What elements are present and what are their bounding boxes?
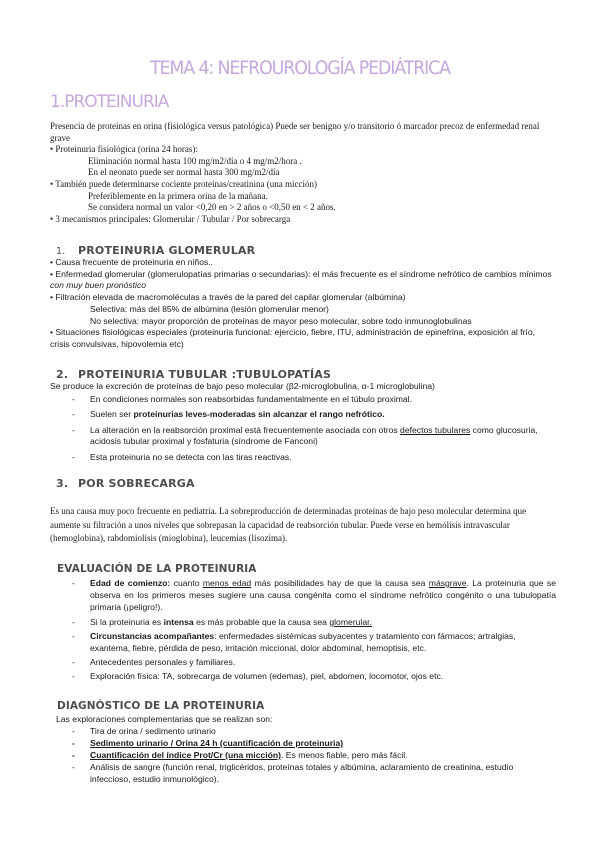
glomerular-line: • Causa frecuente de proteinuria en niños.. (50, 257, 214, 267)
diagnosis-heading: DIAGNÓSTICO DE LA PROTEINURIA (57, 700, 265, 712)
list-item-bold-text: intensa (163, 616, 194, 627)
list-item-text: cuanto (173, 578, 200, 588)
subsection-title: PROTEINURIA GLOMERULAR (78, 244, 256, 257)
list-item-bold-text: Circunstancias acompañantes (90, 630, 215, 641)
list-item-text: como glucosuria, acidosis tubular proximal y fosfaturia (síndrome de Fanconi) (90, 424, 538, 447)
intro-bullet: • Proteinuria fisiológica (orina 24 horas): (50, 144, 198, 155)
subsection-heading-sobrecarga (56, 477, 195, 490)
glomerular-line (50, 269, 556, 292)
list-item-underlined-text: menos edad (202, 578, 252, 588)
document-title: TEMA 4: NEFROUROLOGÍA PEDIÁTRICA (150, 58, 450, 79)
glomerular-text: • Enfermedad glomerular (glomerulopatías primarias o secundarias): el más frecuente es el síndrome nefrótico de cambios mínimos (50, 268, 552, 279)
list-item (50, 749, 556, 761)
list-item-text: más posibilidades hay de que la causa sea (254, 578, 426, 588)
list-item (50, 725, 556, 737)
tubular-list (50, 394, 556, 464)
intro-bullet: • También puede determinarse cociente proteínas/creatinina (una micción) (50, 178, 317, 189)
diagnosis-block (50, 713, 556, 785)
glomerular-line: • Situaciones fisiológicas especiales (proteinuria funcional: ejercicio, fiebre, ITU, administración de epinefrina, exposición al frío, crisis convulsivas, hipovolemia etc) (50, 327, 535, 349)
list-item-text: Exploración física: TA, sobrecarga de volumen (edemas), piel, abdomen, locomotor, ojos etc. (90, 671, 444, 682)
list-item (50, 616, 556, 628)
list-item-text: Esta proteinuria no se detecta con las tiras reactivas. (90, 451, 292, 462)
glomerular-block (50, 257, 556, 351)
tubular-intro: Se produce la excreción de proteínas de bajo peso molecular (β2-microglobulina, α-1 microglobulina) (50, 381, 435, 391)
list-item-text: En condiciones normales son reabsorbidas fundamentalmente en el túbulo proximal. (90, 393, 412, 404)
intro-subline: Se considera normal un valor <0,20 en > 2 años o <0,50 en < 2 años. (88, 202, 336, 213)
list-item-text: La alteración en la reabsorción proximal está frecuentemente asociada con otros (90, 424, 398, 435)
list-item-underlined-text: defectos tubulares (400, 424, 471, 435)
glomerular-subline: No selectiva: mayor proporción de proteínas de mayor peso molecular, sobre todo inmunoglobulinas (90, 315, 472, 326)
list-item (50, 425, 556, 448)
list-item-text: Tira de orina / sedimento urinario (90, 726, 216, 736)
subsection-title: PROTEINURIA TUBULAR :TUBULOPATÍAS (78, 368, 332, 381)
list-item-text: Suelen ser (90, 409, 132, 420)
intro-subline: En el neonato puede ser normal hasta 300 mg/m2/día (88, 167, 280, 178)
intro-subline: Preferiblemente en la primera orina de la mañana. (88, 190, 268, 201)
intro-paragraph: Presencia de proteínas en orina (fisiológica versus patológica) Puede ser benigno y/o transitorio ó marcador precoz de enfermedad renal grave (50, 121, 540, 143)
sobrecarga-block (50, 505, 556, 546)
evaluation-list (50, 577, 556, 683)
list-item-text: Antecedentes personales y familiares. (90, 657, 236, 668)
subsection-heading-glomerular (56, 244, 255, 258)
list-item (50, 452, 556, 464)
list-item (50, 737, 556, 749)
glomerular-subline: Selectiva: más del 85% de albúmina (lesión glomerular menor) (90, 303, 329, 314)
tubular-block (50, 381, 556, 464)
list-item-text: es más probable que la causa sea (196, 616, 327, 627)
list-item (50, 670, 556, 682)
diagnosis-intro: Las exploraciones complementarias que se realizan son: (56, 714, 273, 724)
subsection-heading-tubular (56, 368, 331, 381)
list-item (50, 394, 556, 406)
list-item-bold-text: Sedimento urinario / Orina 24 h (cuantificación de proteinuria) (90, 738, 344, 748)
list-item-text: . Es menos fiable, pero más fácil. (281, 750, 408, 760)
evaluation-block (50, 577, 556, 683)
list-item (50, 409, 556, 421)
list-item (50, 630, 556, 654)
list-item-text: Análisis de sangre (función renal, triglicéridos, proteínas totales y albúmina, aclaramiento de creatinina, estudio infeccioso, estudio inmunológico). (90, 762, 514, 784)
subsection-title: POR SOBRECARGA (78, 477, 195, 490)
diagnosis-list (50, 725, 556, 785)
subsection-number: 2. (56, 368, 69, 381)
sobrecarga-paragraph: Es una causa muy poco frecuente en pediatría. La sobreproducción de determinadas proteínas de bajo peso molecular determina que aumente su filtración a unos niveles que sobrepasan la capacidad de reabsorción tubular. Puede verse en hemólisis intravascular (hemoglobina), rabdomiolisis (mioglobina), leucemias (lisozima). (50, 506, 527, 544)
list-item-text: : enfermedades sistémicas subyacentes y tratamiento con fármacos; artralgias, exantema, fiebre, pérdida de peso, irritación miccional, dolor abdominal, hemoptisis, etc. (90, 630, 516, 654)
list-item-underlined-text: másgrave (428, 578, 467, 588)
evaluation-heading: EVALUACIÓN DE LA PROTEINURIA (57, 563, 257, 575)
list-item (50, 656, 556, 668)
subsection-number: 3. (56, 477, 69, 490)
list-item (50, 761, 556, 785)
glomerular-italic-text: con muy buen pronóstico (50, 280, 147, 291)
glomerular-line: • Filtración elevada de macromoléculas a través de la pared del capilar glomerular (albúmina) (50, 292, 406, 303)
list-item-bold-text: Cuantificación del índice Prot/Cr (una micción) (90, 750, 281, 760)
section-heading-proteinuria: 1.PROTEINURIA (50, 92, 169, 112)
intro-subline: Eliminación normal hasta 100 mg/m2/día o 4 mg/m2/hora . (88, 155, 302, 166)
subsection-number: 1. (56, 246, 66, 257)
list-item-bold-text: Edad de comienzo: (90, 578, 171, 588)
list-item-underlined-text: glomerular. (329, 616, 372, 627)
list-item-text: Si la proteinuria es (90, 616, 162, 627)
list-item-text: . La proteinuria que se observa en los primeros meses sugiere una causa congénita como el síndrome nefrótico congénito o una tubulopatía primaria (¡peligro!). (90, 578, 557, 613)
intro-block (50, 121, 556, 225)
intro-bullet: • 3 mecanismos principales: Glomerular / Tubular / Por sobrecarga (50, 213, 291, 224)
list-item-bold-text: proteinurias leves-moderadas sin alcanzar el rango nefrótico. (133, 409, 385, 420)
list-item (50, 577, 556, 614)
